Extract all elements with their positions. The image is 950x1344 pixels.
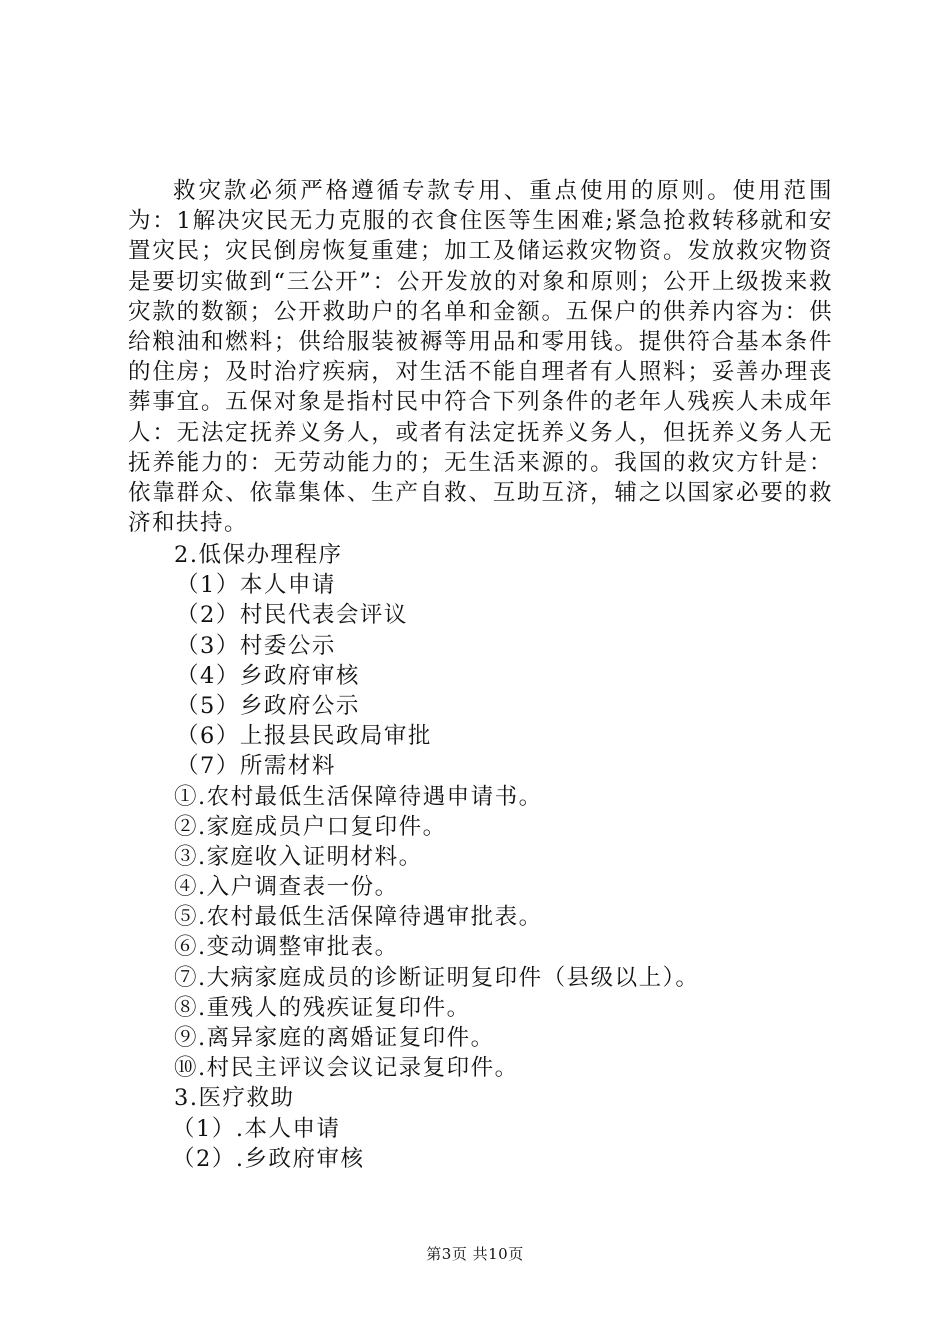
- list-item: （2）村民代表会评议: [176, 602, 408, 629]
- material-item: ⑤.农村最低生活保障待遇审批表。: [174, 904, 543, 931]
- body-paragraph: 救灾款必须严格遵循专款专用、重点使用的原则。使用范围为：1解决灾民无力克服的衣食住医等生困难;紧急抢救转移就和安置灾民；灾民倒房恢复重建；加工及储运救灾物资。发放救灾物资是要切实做到“三公开”：公开发放的对象和原则；公开上级拨来救灾款的数额；公开救助户的名单和金额。五保户的供养内容为：供给粮油和燃料；供给服装被褥等用品和零用钱。提供符合基本条件的住房；及时治疗疾病，对生活不能自理者有人照料；妥善办理丧葬事宜。五保对象是指村民中符合下列条件的老年人残疾人未成年人：无法定抚养义务人，或者有法定抚养义务人，但抚养义务人无抚养能力的：无劳动能力的；无生活来源的。我国的救灾方针是：依靠群众、依靠集体、生产自救、互助互济，辅之以国家必要的救济和扶持。: [128, 178, 833, 537]
- material-item: ⑧.重残人的残疾证复印件。: [174, 994, 471, 1021]
- list-item: （4）乡政府审核: [176, 662, 360, 689]
- list-item: （1）本人申请: [176, 572, 336, 599]
- material-item: ⑩.村民主评议会议记录复印件。: [174, 1055, 519, 1082]
- list-item: （3）村委公示: [176, 632, 336, 659]
- section-heading-medical: 3.医疗救助: [174, 1085, 295, 1112]
- section-heading-lowincome: 2.低保办理程序: [174, 542, 343, 568]
- material-item: ⑨.离异家庭的离婚证复印件。: [174, 1025, 495, 1051]
- material-item: ①.农村最低生活保障待遇申请书。: [174, 783, 543, 810]
- list-item: （6）上报县民政局审批: [176, 723, 432, 750]
- list-item: （5）乡政府公示: [176, 692, 360, 719]
- material-item: ⑥.变动调整审批表。: [174, 934, 399, 961]
- list-item: （1）.本人申请: [172, 1115, 341, 1142]
- material-item: ⑦.大病家庭成员的诊断证明复印件（县级以上）。: [174, 964, 700, 991]
- material-item: ④.入户调查表一份。: [174, 874, 399, 901]
- list-item: （7）所需材料: [176, 753, 336, 780]
- list-item: （2）.乡政府审核: [172, 1145, 365, 1172]
- page-footer: 第3页 共10页: [426, 1245, 524, 1263]
- material-item: ③.家庭收入证明材料。: [174, 843, 423, 870]
- procedure-list: [0, 540, 950, 1174]
- material-item: ②.家庭成员户口复印件。: [174, 813, 447, 840]
